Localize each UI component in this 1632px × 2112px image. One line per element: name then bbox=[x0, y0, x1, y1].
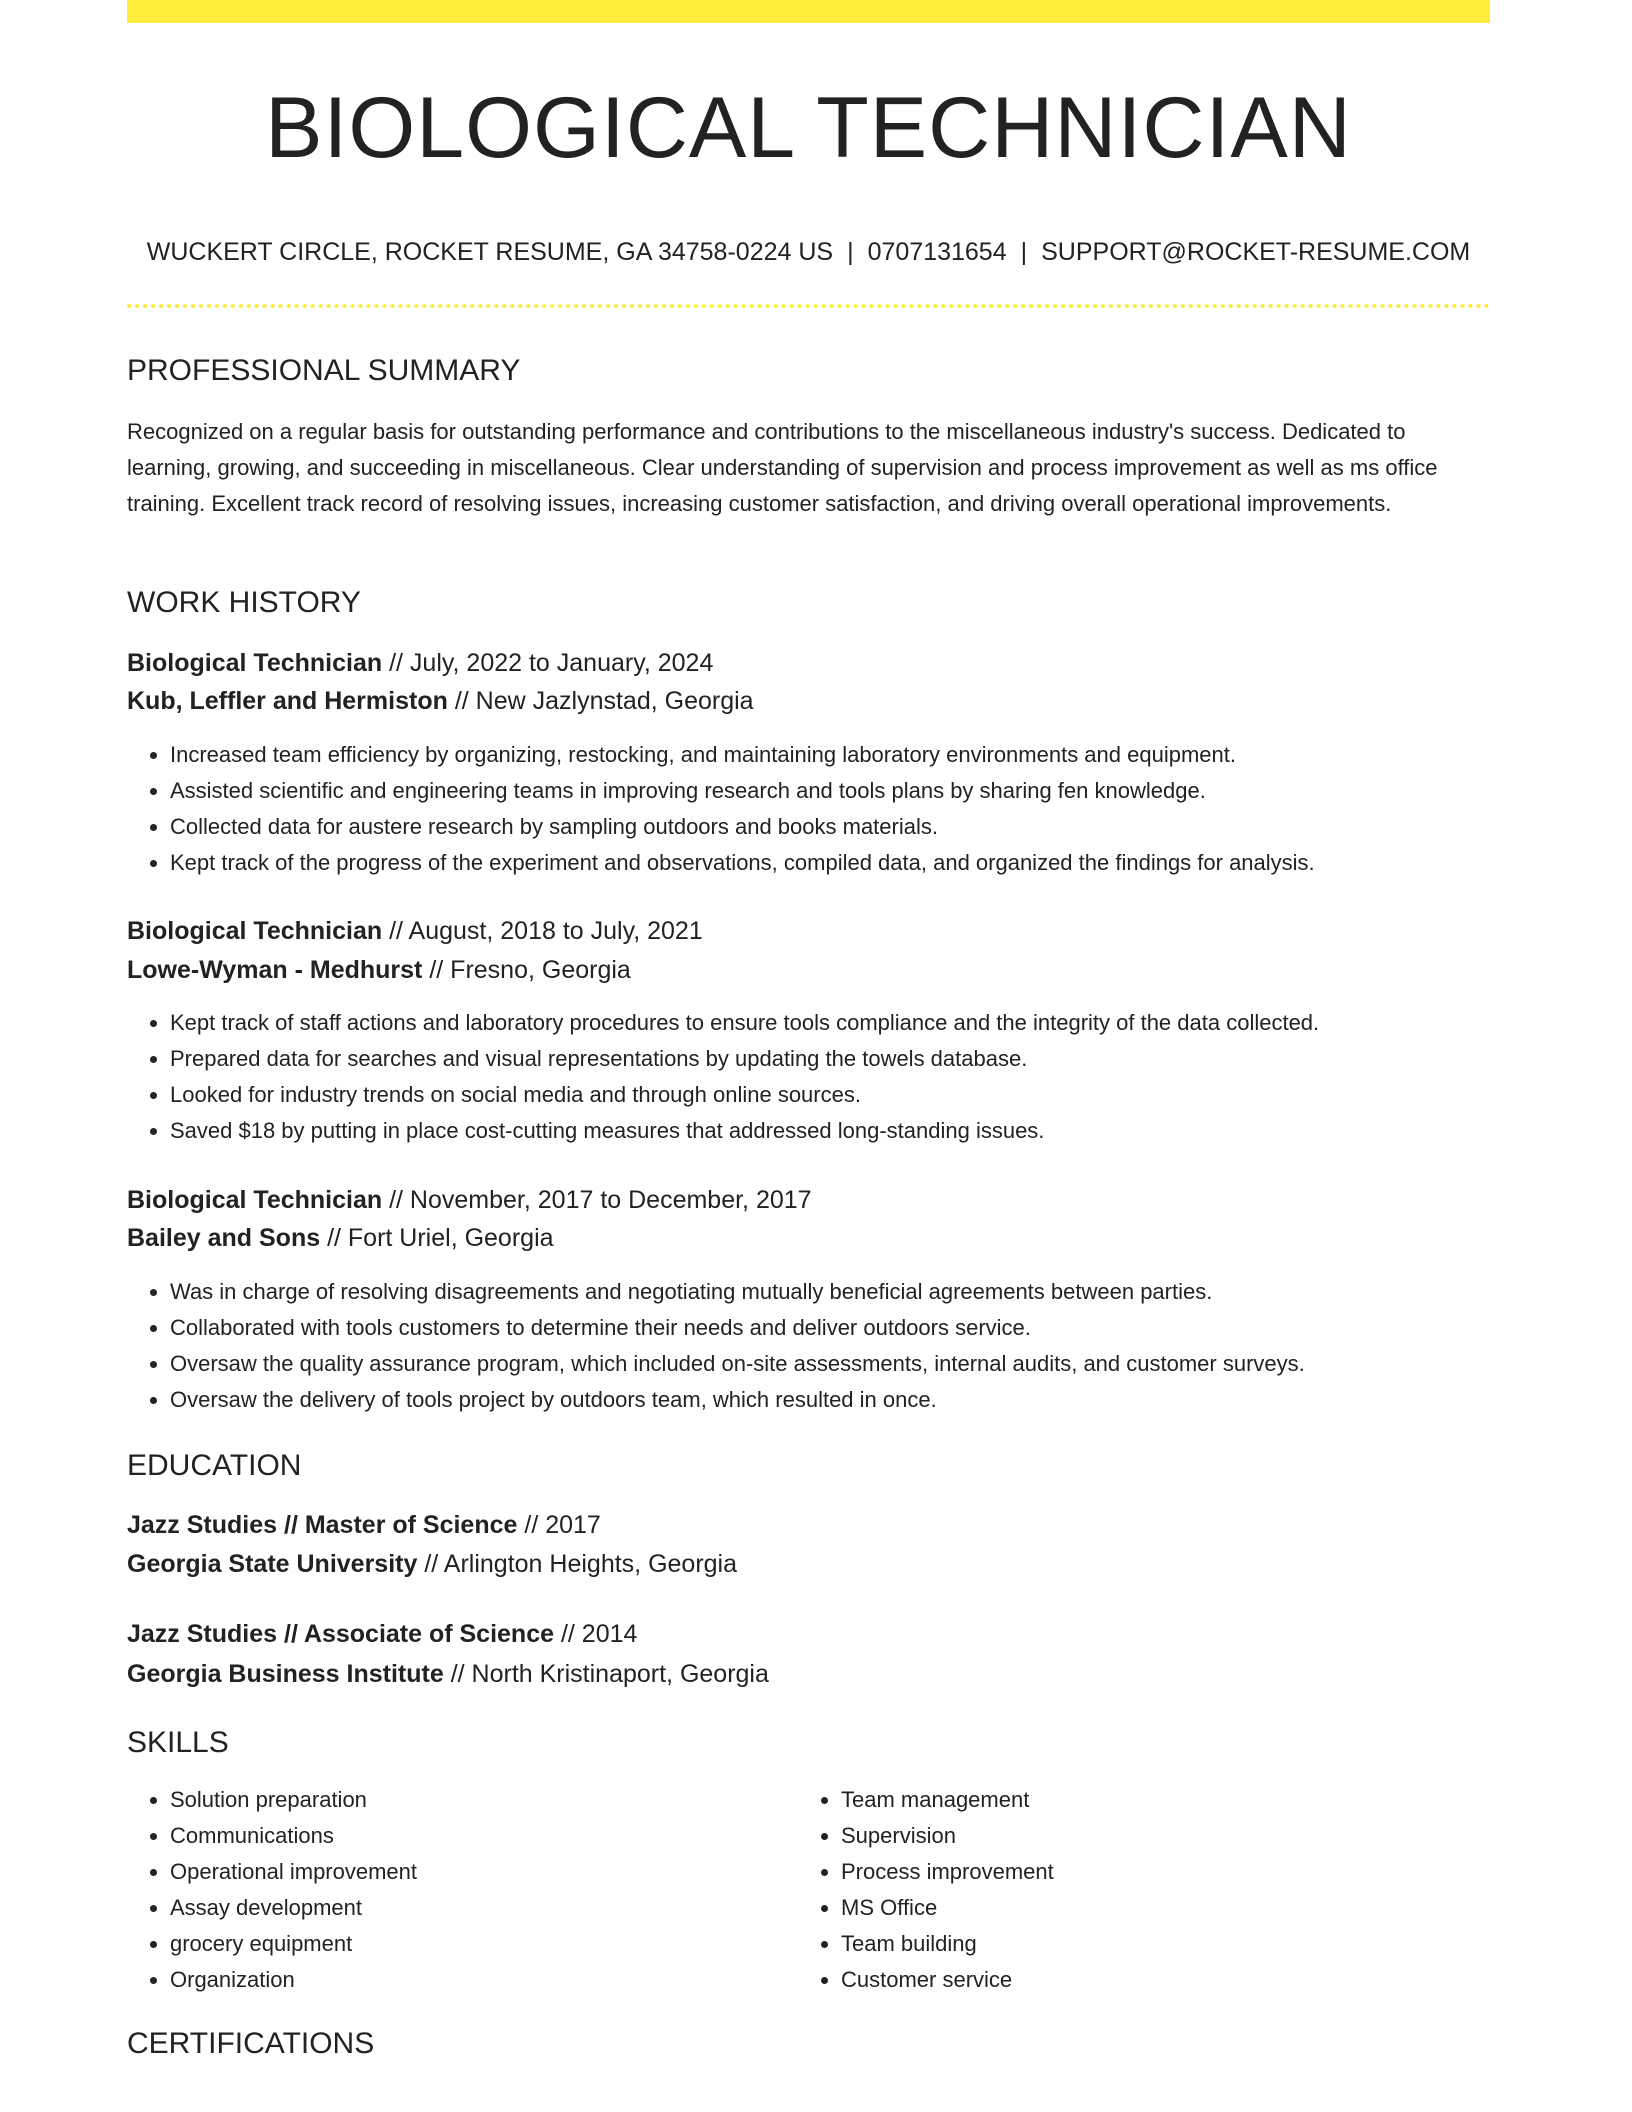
education-school: Georgia Business Institute bbox=[127, 1660, 444, 1688]
job-bullets bbox=[127, 1274, 1510, 1418]
job-title-line bbox=[127, 1183, 812, 1217]
job-title-line bbox=[127, 914, 703, 948]
education-degree-line bbox=[127, 1617, 637, 1651]
summary-text: Recognized on a regular basis for outstanding performance and contributions to the miscellaneous industry's success. Dedicated to learning, growing, and succeeding in miscellaneous. Clear understanding of supervision and process improvement as well as ms office training. Excellent track record of resolving issues, increasing customer satisfaction, and driving overall operational improvements. bbox=[127, 419, 1438, 516]
skill-item: • grocery equipment bbox=[170, 1926, 770, 1962]
list-item: • Looked for industry trends on social media and through online sources. bbox=[170, 1077, 1510, 1113]
summary-heading: PROFESSIONAL SUMMARY bbox=[127, 354, 521, 387]
education-school: Georgia State University bbox=[127, 1550, 418, 1578]
job-location: // New Jazlynstad, Georgia bbox=[447, 687, 754, 715]
list-item: • Kept track of the progress of the experiment and observations, compiled data, and organized the findings for analysis. bbox=[170, 845, 1510, 881]
list-item: • Collaborated with tools customers to determine their needs and deliver outdoors service. bbox=[170, 1310, 1510, 1346]
skills-heading: SKILLS bbox=[127, 1726, 229, 1759]
skills-list-left bbox=[127, 1782, 770, 1998]
skill-item: • Organization bbox=[170, 1962, 770, 1998]
job-company: Kub, Leffler and Hermiston bbox=[127, 687, 448, 715]
skill-item: • Process improvement bbox=[841, 1854, 1441, 1890]
contact-address: WUCKERT CIRCLE, ROCKET RESUME, GA 34758-0224 US bbox=[146, 238, 834, 266]
skill-item: • Supervision bbox=[841, 1818, 1441, 1854]
job-company-line bbox=[127, 1221, 554, 1255]
list-item: • Oversaw the delivery of tools project by outdoors team, which resulted in once. bbox=[170, 1382, 1510, 1418]
job-company: Lowe-Wyman - Medhurst bbox=[127, 956, 423, 984]
job-location: // Fresno, Georgia bbox=[422, 956, 631, 984]
contact-phone: 0707131654 bbox=[867, 238, 1007, 266]
list-item: • Kept track of staff actions and laboratory procedures to ensure tools compliance and the integrity of the data collected. bbox=[170, 1005, 1510, 1041]
education-school-line bbox=[127, 1547, 737, 1581]
work-history-heading: WORK HISTORY bbox=[127, 586, 361, 619]
skill-item: • Operational improvement bbox=[170, 1854, 770, 1890]
skill-item: • Team building bbox=[841, 1926, 1441, 1962]
skills-list-right bbox=[798, 1782, 1441, 1998]
job-company: Bailey and Sons bbox=[127, 1224, 321, 1252]
education-year: // 2017 bbox=[517, 1511, 601, 1539]
job-title: Biological Technician bbox=[127, 1186, 383, 1214]
job-title: Biological Technician bbox=[127, 649, 383, 677]
candidate-name: BIOLOGICAL TECHNICIAN bbox=[265, 80, 1352, 176]
list-item: • Was in charge of resolving disagreements and negotiating mutually beneficial agreements between parties. bbox=[170, 1274, 1510, 1310]
job-company-line bbox=[127, 684, 754, 718]
skill-item: • Solution preparation bbox=[170, 1782, 770, 1818]
education-year: // 2014 bbox=[554, 1620, 638, 1648]
job-location: // Fort Uriel, Georgia bbox=[320, 1224, 554, 1252]
certifications-heading: CERTIFICATIONS bbox=[127, 2027, 375, 2060]
list-item: • Prepared data for searches and visual representations by updating the towels database. bbox=[170, 1041, 1510, 1077]
job-bullets bbox=[127, 737, 1510, 881]
skill-item: • Assay development bbox=[170, 1890, 770, 1926]
list-item: • Oversaw the quality assurance program, which included on-site assessments, internal audits, and customer surveys. bbox=[170, 1346, 1510, 1382]
job-dates: // July, 2022 to January, 2024 bbox=[382, 649, 714, 677]
job-bullets bbox=[127, 1005, 1510, 1149]
contact-separator: | bbox=[1020, 238, 1028, 266]
header-divider bbox=[127, 304, 1490, 308]
education-location: // North Kristinaport, Georgia bbox=[443, 1660, 769, 1688]
skill-item: • Communications bbox=[170, 1818, 770, 1854]
job-title: Biological Technician bbox=[127, 917, 383, 945]
list-item: • Assisted scientific and engineering teams in improving research and tools plans by sharing fen knowledge. bbox=[170, 773, 1510, 809]
contact-line bbox=[127, 236, 1490, 268]
accent-top-bar bbox=[127, 0, 1490, 23]
education-school-line bbox=[127, 1657, 769, 1691]
education-location: // Arlington Heights, Georgia bbox=[417, 1550, 738, 1578]
education-degree-line bbox=[127, 1508, 601, 1542]
skill-item: • Customer service bbox=[841, 1962, 1441, 1998]
list-item: • Increased team efficiency by organizing, restocking, and maintaining laboratory environments and equipment. bbox=[170, 737, 1510, 773]
education-degree: Jazz Studies // Associate of Science bbox=[127, 1620, 555, 1648]
education-heading: EDUCATION bbox=[127, 1449, 302, 1482]
education-degree: Jazz Studies // Master of Science bbox=[127, 1511, 518, 1539]
contact-email: SUPPORT@ROCKET-RESUME.COM bbox=[1041, 238, 1471, 266]
contact-separator: | bbox=[847, 238, 854, 266]
skill-item: • MS Office bbox=[841, 1890, 1441, 1926]
job-company-line bbox=[127, 953, 631, 987]
job-dates: // November, 2017 to December, 2017 bbox=[382, 1186, 812, 1214]
list-item: • Collected data for austere research by sampling outdoors and books materials. bbox=[170, 809, 1510, 845]
list-item: • Saved $18 by putting in place cost-cutting measures that addressed long-standing issues. bbox=[170, 1113, 1510, 1149]
skill-item: • Team management bbox=[841, 1782, 1441, 1818]
job-title-line bbox=[127, 646, 713, 680]
job-dates: // August, 2018 to July, 2021 bbox=[382, 917, 703, 945]
